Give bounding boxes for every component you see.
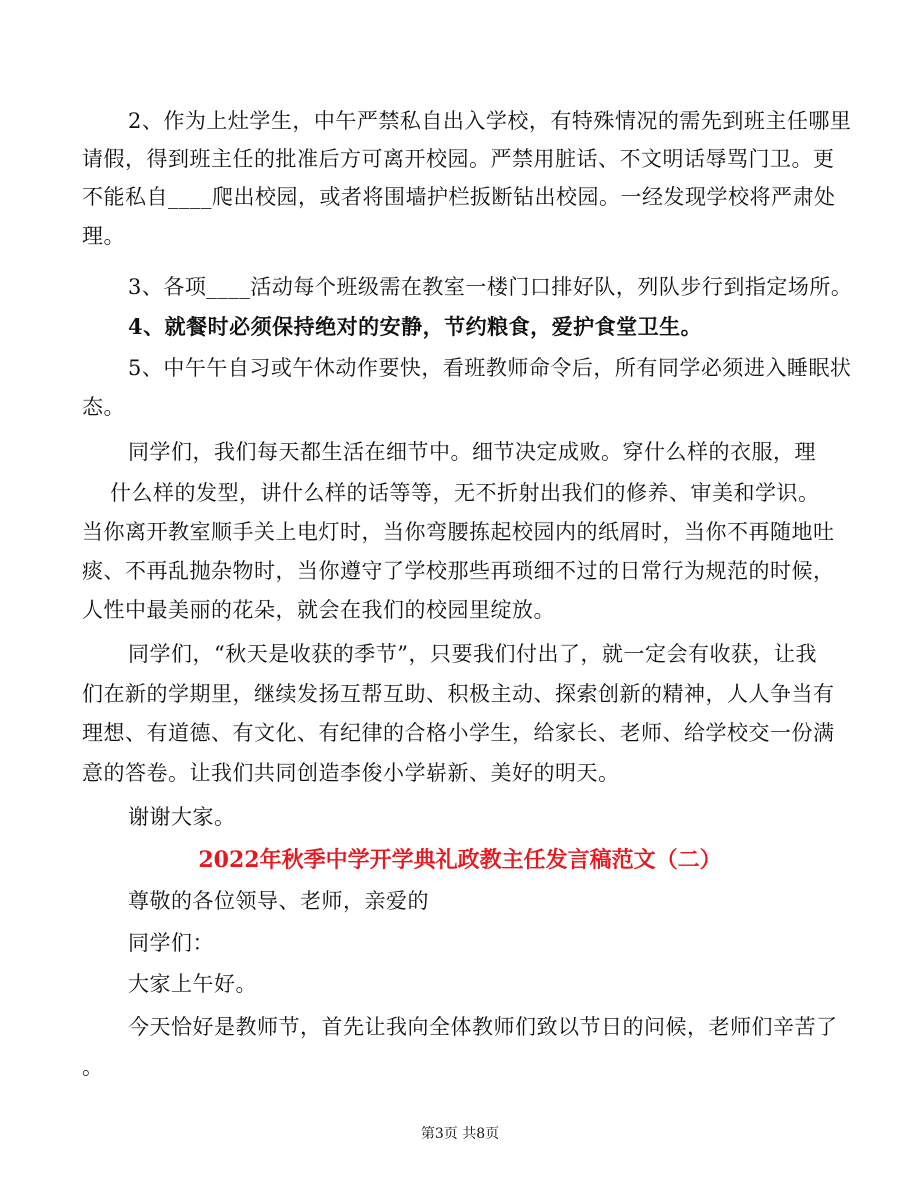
paragraph-line: 当你离开教室顺手关上电灯时，当你弯腰拣起校园内的纸屑时，当你不再随地吐 <box>82 520 835 544</box>
paragraph-line: 们在新的学期里，继续发扬互帮互助、积极主动、探索创新的精神，人人争当有 <box>82 682 835 706</box>
paragraph-line: 大家上午好。 <box>128 972 257 996</box>
paragraph-line: 同学们，我们每天都生活在细节中。细节决定成败。穿什么样的衣服，理 <box>128 440 816 464</box>
paragraph-line: 同学们： <box>128 931 214 955</box>
paragraph-line: 人性中最美丽的花朵，就会在我们的校园里绽放。 <box>82 598 555 622</box>
paragraph-line: 今天恰好是教师节，首先让我向全体教师们致以节日的问候，老师们辛苦了 <box>128 1015 838 1039</box>
paragraph-line: 请假，得到班主任的批准后方可离开校园。严禁用脏话、不文明话辱骂门卫。更 <box>82 147 835 171</box>
paragraph-line-bold: 4、就餐时必须保持绝对的安静，节约粮食，爱护食堂卫生。 <box>128 314 703 339</box>
paragraph-line: 3、各项____活动每个班级需在教室一楼门口排好队，列队步行到指定场所。 <box>128 275 853 299</box>
paragraph-line: 意的答卷。让我们共同创造李俊小学崭新、美好的明天。 <box>82 761 620 785</box>
paragraph-line: 不能私自____爬出校园，或者将围墙护栏扳断钻出校园。一经发现学校将严肃处 <box>82 185 836 209</box>
paragraph-line: 5、中午午自习或午休动作要快，看班教师命令后，所有同学必须进入睡眠状 <box>128 356 852 380</box>
paragraph-line: 尊敬的各位领导、老师，亲爱的 <box>128 889 429 913</box>
paragraph-line: 态。 <box>82 395 125 419</box>
section-heading: 2022年秋季中学开学典礼政教主任发言稿范文（二） <box>198 847 722 873</box>
paragraph-line: 谢谢大家。 <box>128 805 236 829</box>
paragraph-line: 同学们，“秋天是收获的季节”，只要我们付出了，就一定会有收获，让我 <box>128 642 817 666</box>
page-footer: 第3页 共8页 <box>420 1126 500 1142</box>
paragraph-line: 理想、有道德、有文化、有纪律的合格小学生，给家长、老师、给学校交一份满 <box>82 721 835 745</box>
paragraph-line: 理。 <box>82 224 125 248</box>
paragraph-line: 。 <box>82 1055 104 1079</box>
paragraph-line: 什么样的发型，讲什么样的话等等，无不折射出我们的修养、审美和学识。 <box>110 481 820 505</box>
paragraph-line: 2、作为上灶学生，中午严禁私自出入学校，有特殊情况的需先到班主任哪里 <box>128 109 852 133</box>
paragraph-line: 痰、不再乱抛杂物时，当你遵守了学校那些再琐细不过的日常行为规范的时候， <box>82 559 835 583</box>
